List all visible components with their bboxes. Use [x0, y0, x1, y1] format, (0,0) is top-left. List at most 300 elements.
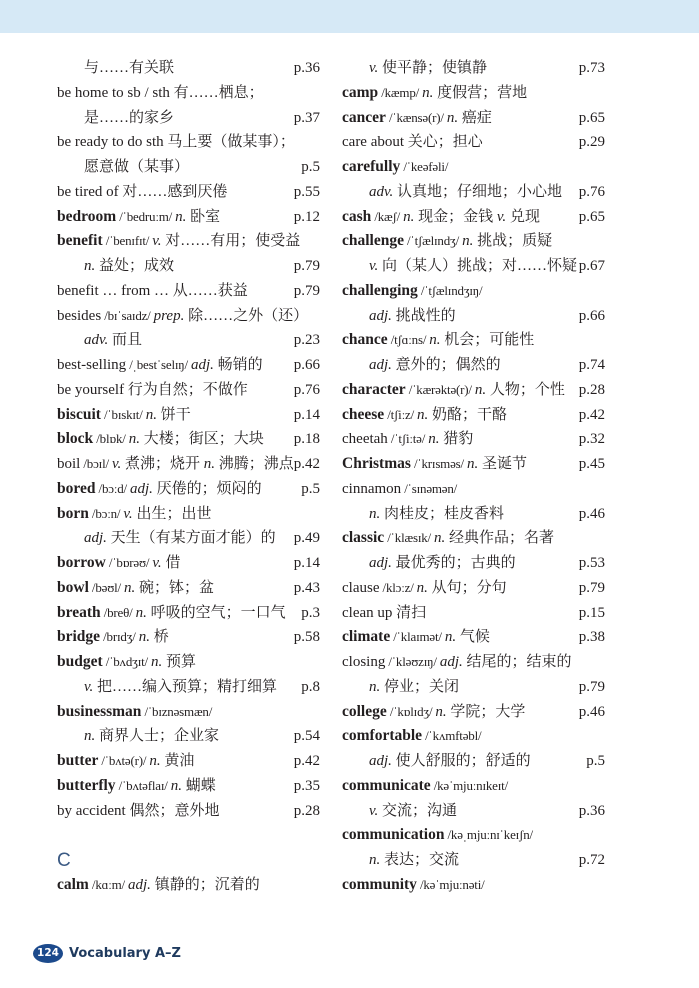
page-reference: p.5 — [586, 753, 605, 769]
vocab-entry-line — [342, 848, 605, 873]
part-of-speech: adj. — [369, 307, 392, 324]
part-of-speech: v. — [369, 60, 379, 76]
page-reference: p.67 — [578, 258, 605, 274]
definition-text: 停业；关闭 — [380, 678, 460, 695]
vocab-entry-line — [342, 180, 605, 205]
definition-text: 饼干 — [156, 406, 191, 423]
page-reference: p.42 — [578, 406, 605, 423]
page-reference: p.79 — [293, 258, 320, 274]
part-of-speech: n. — [416, 579, 428, 596]
pronunciation: /bɪˈsaɪdz/ — [101, 307, 154, 323]
definition-text: 预算 — [162, 654, 197, 670]
pronunciation: /ˈbenɪfɪt/ — [102, 233, 153, 249]
definition-text: 肉桂皮；桂皮香料 — [380, 505, 505, 522]
definition-text: 最优秀的；古典的 — [391, 555, 516, 571]
pronunciation: /bɔːn/ — [88, 505, 124, 521]
headword: Christmas — [342, 455, 411, 472]
definition-text: 挑战；质疑 — [473, 233, 553, 250]
definition-text: 厌倦的；烦闷的 — [152, 480, 262, 497]
definition-text: 认真地；仔细地；小心地 — [393, 183, 563, 200]
part-of-speech: n. — [462, 233, 474, 250]
pronunciation: /kæmp/ — [378, 84, 423, 100]
vocab-entry-line — [57, 304, 320, 329]
definition-text: 益处；成效 — [95, 258, 175, 274]
pronunciation: /ˈbʌtə(r)/ — [98, 753, 150, 768]
page-reference: p.14 — [293, 555, 320, 571]
page-reference: p.12 — [293, 208, 320, 225]
part-of-speech: adj. — [369, 357, 392, 373]
page-number-badge: 124 — [33, 944, 63, 963]
page-reference: p.73 — [578, 60, 605, 76]
pronunciation: /ˈkrɪsməs/ — [410, 456, 467, 471]
definition-text: 对……有用；使受益 — [161, 233, 301, 250]
part-of-speech: v. — [152, 233, 162, 250]
definition-text: 煮沸；烧开 — [121, 456, 204, 472]
pronunciation: /ˈkɒlɪdʒ/ — [386, 703, 436, 719]
vocab-entry-line — [342, 650, 605, 675]
page-reference: p.42 — [293, 456, 320, 472]
part-of-speech: n. — [369, 852, 381, 868]
part-of-speech: adj. — [439, 654, 463, 670]
part-of-speech: n. — [474, 381, 487, 398]
part-of-speech: v. — [496, 208, 507, 225]
headword: bowl — [57, 578, 89, 596]
definition-text: cheetah — [342, 431, 388, 448]
headword: budget — [57, 653, 103, 670]
definition-text: 卧室 — [186, 208, 221, 225]
definition-text: 猎豹 — [439, 431, 474, 448]
left-column — [57, 56, 320, 898]
pronunciation: /ˈkʌmftəbl/ — [422, 728, 482, 744]
part-of-speech: v. — [84, 678, 94, 695]
definition-text: 奶酪；干酪 — [428, 406, 508, 423]
vocab-entry-line — [57, 56, 320, 81]
headword: borrow — [57, 554, 106, 571]
pronunciation: /ˈbɒrəʊ/ — [105, 555, 153, 570]
vocab-entry-line — [342, 56, 605, 81]
right-column — [342, 56, 605, 898]
page-reference: p.14 — [293, 406, 320, 423]
vocab-entry-line — [342, 205, 605, 230]
vocab-entry-line — [342, 279, 605, 304]
part-of-speech: n. — [429, 332, 441, 349]
letter-heading: C — [57, 850, 71, 871]
vocab-entry-line — [342, 130, 605, 155]
definition-text: 黄油 — [160, 753, 195, 769]
page-reference: p.65 — [578, 208, 605, 225]
vocab-entry-line — [342, 724, 605, 749]
definition-text: 现金；金钱 — [414, 208, 497, 225]
vocab-entry-line — [342, 675, 605, 700]
definition-text: be tired of 对……感到厌倦 — [57, 183, 228, 200]
vocab-entry-line — [57, 279, 320, 304]
page-reference: p.66 — [293, 357, 320, 373]
pronunciation: /ˈtʃælɪndʒɪŋ/ — [417, 282, 483, 298]
page-reference: p.79 — [578, 678, 605, 695]
definition-text: 交流；沟通 — [378, 802, 458, 819]
pronunciation: /bɔɪl/ — [80, 456, 112, 471]
vocab-entry-line — [57, 724, 320, 749]
vocab-entry-line — [57, 452, 320, 477]
pronunciation: /ˈsɪnəmən/ — [401, 480, 458, 496]
page-reference: p.3 — [301, 604, 320, 621]
page-reference: p.46 — [578, 505, 605, 522]
headword: challenging — [342, 281, 418, 299]
definition-text: 借 — [161, 555, 181, 571]
definition-text: boil — [57, 456, 81, 472]
pronunciation: /kəˈmjuːnɪkeɪt/ — [430, 777, 508, 793]
page-reference: p.36 — [578, 802, 605, 819]
definition-text: 癌症 — [458, 109, 492, 126]
page-reference: p.65 — [578, 109, 605, 126]
part-of-speech: n. — [175, 208, 187, 225]
headword: cheese — [342, 405, 385, 423]
pronunciation: /ˈkænsə(r)/ — [385, 109, 447, 125]
vocab-entry-line — [57, 601, 320, 626]
part-of-speech: n. — [466, 456, 479, 472]
page-reference: p.15 — [578, 604, 605, 621]
part-of-speech: n. — [84, 728, 96, 745]
headword: breath — [57, 603, 101, 621]
vocab-entry-line — [57, 403, 320, 428]
definition-text: 而且 — [108, 332, 143, 349]
vocab-entry-line — [57, 427, 320, 452]
definition-text: 沸腾；沸点 — [215, 456, 294, 472]
pronunciation: /ˈbɪskɪt/ — [100, 406, 146, 422]
top-color-band — [0, 0, 699, 33]
pronunciation: /ˈbʌdʒɪt/ — [102, 654, 152, 669]
page-reference: p.32 — [578, 431, 605, 448]
definition-text: 碗；钵；盆 — [135, 579, 215, 596]
vocab-entry-line — [342, 81, 605, 106]
vocab-entry-line — [57, 254, 320, 279]
page-reference: p.36 — [293, 60, 320, 76]
vocab-entry-line — [57, 205, 320, 230]
vocab-entry-line — [342, 229, 605, 254]
headword: communicate — [342, 776, 431, 794]
headword: born — [57, 504, 89, 522]
headword: cancer — [342, 108, 386, 126]
headword: camp — [342, 83, 379, 101]
definition-text: 畅销的 — [213, 357, 263, 373]
definition-text: clause — [342, 579, 380, 596]
part-of-speech: adj. — [369, 555, 392, 571]
vocab-entry-line — [342, 155, 605, 180]
page-reference: p.79 — [578, 579, 605, 596]
definition-text: 出生；出世 — [132, 505, 212, 522]
headword: communication — [342, 826, 445, 844]
part-of-speech: n. — [84, 258, 96, 274]
vocab-entry-line — [342, 625, 605, 650]
definition-text: 除……之外（还） — [184, 307, 309, 324]
vocab-entry-line — [57, 650, 320, 675]
part-of-speech: n. — [135, 604, 147, 621]
page-reference: p.46 — [578, 703, 605, 720]
page-reference: p.66 — [578, 307, 605, 324]
part-of-speech: n. — [203, 456, 216, 472]
page-reference: p.28 — [578, 381, 605, 398]
part-of-speech: n. — [369, 505, 381, 522]
headword: cash — [342, 207, 372, 225]
page-reference: p.43 — [293, 579, 320, 596]
pronunciation: /blɒk/ — [93, 431, 129, 447]
part-of-speech: adv. — [84, 332, 109, 349]
page-reference: p.38 — [578, 629, 605, 646]
vocab-entry-line — [57, 81, 320, 106]
page-reference: p.5 — [301, 159, 320, 175]
headword: bored — [57, 479, 96, 497]
headword: chance — [342, 331, 388, 349]
part-of-speech: adj. — [190, 357, 214, 373]
definition-text: cinnamon — [342, 480, 402, 497]
vocab-entry-line — [57, 675, 320, 700]
definition-text: 从句；分句 — [427, 579, 507, 596]
page-reference: p.55 — [293, 183, 320, 200]
pronunciation: /ˈkeəfəli/ — [400, 159, 449, 174]
definition-text: 愿意做（某事） — [84, 159, 190, 175]
blank-line — [57, 823, 320, 848]
part-of-speech: adv. — [369, 183, 394, 200]
vocab-entry-line — [342, 378, 605, 403]
pronunciation: /bəʊl/ — [88, 579, 125, 595]
vocab-entry-line — [57, 477, 320, 502]
headword: calm — [57, 875, 89, 893]
definition-text: 呼吸的空气；一口气 — [146, 604, 286, 621]
definition-text: 商界人士；企业家 — [95, 728, 220, 745]
definition-text: 大楼；街区；大块 — [139, 431, 264, 448]
vocab-entry-line — [342, 526, 605, 551]
vocab-entry-line — [57, 774, 320, 799]
pronunciation: /ˈtʃiːtə/ — [387, 431, 429, 447]
page-reference: p.45 — [578, 456, 605, 472]
page-reference: p.74 — [578, 357, 605, 373]
definition-text: 蝴蝶 — [181, 777, 216, 794]
definition-text: be yourself 行为自然；不做作 — [57, 381, 248, 398]
part-of-speech: n. — [435, 703, 447, 720]
definition-text: 度假营；营地 — [433, 84, 528, 101]
vocab-entry-line — [57, 378, 320, 403]
vocab-entry-line — [57, 353, 320, 378]
page-reference: p.37 — [293, 109, 320, 126]
pronunciation: /tʃɑːns/ — [387, 332, 430, 348]
part-of-speech: n. — [444, 629, 457, 646]
headword: carefully — [342, 158, 401, 175]
headword: bedroom — [57, 207, 117, 225]
page-footer — [33, 943, 181, 963]
definition-text: 桥 — [149, 629, 169, 646]
vocab-entry-line — [342, 551, 605, 576]
definition-text: be ready to do sth 马上要（做某事）； — [57, 134, 295, 151]
pronunciation: /ˈtʃælɪndʒ/ — [404, 233, 463, 249]
headword: community — [342, 875, 417, 893]
part-of-speech: n. — [151, 654, 163, 670]
page-reference: p.53 — [578, 555, 605, 571]
vocab-entry-line — [342, 502, 605, 527]
definition-text: closing — [342, 654, 386, 670]
definition-text: 与……有关联 — [84, 60, 175, 76]
definition-text: 向（某人）挑战；对……怀疑 — [378, 258, 578, 274]
definition-text: 兑现 — [506, 208, 540, 225]
page-reference: p.23 — [293, 332, 320, 349]
page-reference: p.28 — [293, 802, 320, 819]
pronunciation: /ˈkləʊzɪŋ/ — [385, 654, 440, 669]
page-reference: p.8 — [301, 678, 320, 695]
part-of-speech: n. — [428, 431, 440, 448]
definition-text: clean up 清扫 — [342, 604, 427, 621]
part-of-speech: n. — [138, 629, 150, 646]
part-of-speech: v. — [369, 258, 379, 274]
vocab-entry-line — [57, 328, 320, 353]
vocab-entry-line — [342, 749, 605, 774]
part-of-speech: n. — [434, 530, 446, 547]
pronunciation: /ˌbestˈselɪŋ/ — [126, 357, 191, 372]
vocab-entry-line — [57, 625, 320, 650]
headword: benefit — [57, 232, 103, 250]
vocab-entry-line — [57, 576, 320, 601]
vocab-entry-line — [57, 799, 320, 824]
vocab-entry-line — [57, 155, 320, 180]
headword: classic — [342, 529, 385, 547]
definition-text: by accident 偶然；意外地 — [57, 802, 220, 819]
vocab-entry-line — [57, 106, 320, 131]
page-reference: p.5 — [301, 480, 320, 497]
headword: butter — [57, 752, 99, 769]
vocab-entry-line — [57, 180, 320, 205]
definition-text: be home to sb / sth 有……栖息； — [57, 84, 264, 101]
part-of-speech: adj. — [84, 530, 107, 547]
pronunciation: /bɔːd/ — [95, 480, 130, 496]
part-of-speech: n. — [369, 678, 381, 695]
vocab-entry-line — [342, 403, 605, 428]
part-of-speech: v. — [152, 555, 162, 571]
part-of-speech: n. — [149, 753, 161, 769]
part-of-speech: n. — [170, 777, 182, 794]
vocab-entry-line — [57, 700, 320, 725]
page-reference: p.35 — [293, 777, 320, 794]
definition-text: care about 关心；担心 — [342, 134, 483, 151]
vocab-entry-line — [342, 427, 605, 452]
headword: comfortable — [342, 727, 423, 745]
definition-text: 把……编入预算；精打细算 — [93, 678, 278, 695]
section-title: Vocabulary A–Z — [69, 945, 181, 961]
page-reference: p.18 — [293, 431, 320, 448]
part-of-speech: adj. — [369, 753, 392, 769]
vocab-entry-line — [342, 452, 605, 477]
headword: character — [342, 380, 406, 398]
vocab-entry-line — [342, 601, 605, 626]
vocab-entry-line — [342, 823, 605, 848]
vocab-entry-line — [342, 700, 605, 725]
vocab-entry-line — [342, 254, 605, 279]
part-of-speech: n. — [128, 431, 140, 448]
definition-text: 人物；个性 — [486, 381, 565, 398]
definition-text: 圣诞节 — [478, 456, 527, 472]
pronunciation: /tʃiːz/ — [384, 406, 418, 422]
part-of-speech: n. — [124, 579, 136, 596]
vocab-entry-line — [57, 502, 320, 527]
headword: butterfly — [57, 776, 116, 794]
part-of-speech: n. — [403, 208, 415, 225]
definition-text: 学院；大学 — [446, 703, 526, 720]
vocab-entry-line — [342, 774, 605, 799]
pronunciation: /kæʃ/ — [371, 208, 404, 224]
definition-text: 机会；可能性 — [440, 332, 535, 349]
headword: biscuit — [57, 405, 101, 423]
definition-text: 使平静；使镇静 — [378, 60, 488, 76]
page-reference: p.72 — [578, 852, 605, 868]
vocab-entry-line — [342, 328, 605, 353]
headword: businessman — [57, 702, 142, 720]
vocab-entry-line — [342, 106, 605, 131]
page-reference: p.79 — [293, 282, 320, 299]
page-reference: p.29 — [578, 134, 605, 151]
headword: climate — [342, 628, 391, 646]
definition-text: 经典作品；名著 — [445, 530, 555, 547]
definition-text: 气候 — [456, 629, 490, 646]
part-of-speech: prep. — [153, 307, 185, 324]
vocab-entry-line — [342, 576, 605, 601]
pronunciation: /ˈbedruːm/ — [116, 208, 176, 224]
vocab-entry-line — [342, 304, 605, 329]
definition-text: best-selling — [57, 357, 127, 373]
definition-text: 意外的；偶然的 — [391, 357, 501, 373]
page-reference: p.49 — [293, 530, 320, 547]
part-of-speech: n. — [145, 406, 157, 423]
headword: college — [342, 702, 387, 720]
definition-text: 结尾的；结束的 — [462, 654, 572, 670]
part-of-speech: adj. — [130, 480, 153, 497]
definition-text: benefit … from … 从……获益 — [57, 282, 248, 299]
pronunciation: /ˈklæsɪk/ — [384, 530, 434, 546]
definition-text: 挑战性的 — [391, 307, 456, 324]
headword: challenge — [342, 232, 404, 250]
page-reference: p.54 — [293, 728, 320, 745]
vocab-entry-line — [57, 130, 320, 155]
vocab-entry-line — [57, 873, 320, 898]
vocab-entry-line — [342, 353, 605, 378]
page-reference: p.76 — [578, 183, 605, 200]
pronunciation: /klɔːz/ — [379, 579, 417, 595]
pronunciation: /kəˈmjuːnəti/ — [416, 876, 485, 892]
vocab-entry-line — [57, 526, 320, 551]
part-of-speech: n. — [417, 406, 429, 423]
headword: bridge — [57, 628, 101, 646]
pronunciation: /ˈkærəktə(r)/ — [405, 381, 475, 397]
vocab-entry-line — [57, 749, 320, 774]
page-reference: p.76 — [293, 381, 320, 398]
part-of-speech: v. — [111, 456, 122, 472]
definition-text: besides — [57, 307, 102, 324]
vocab-entry-line — [342, 873, 605, 898]
page-reference: p.42 — [293, 753, 320, 769]
pronunciation: /brɪdʒ/ — [100, 629, 139, 645]
vocab-entry-line — [342, 477, 605, 502]
part-of-speech: n. — [446, 109, 459, 126]
vocab-entry-line — [57, 229, 320, 254]
pronunciation: /ˈbʌtəflaɪ/ — [115, 777, 171, 793]
definition-text: 天生（有某方面才能）的 — [106, 530, 276, 547]
headword: block — [57, 430, 94, 448]
vocab-entry-line — [342, 799, 605, 824]
definition-text: 使人舒服的；舒适的 — [391, 753, 531, 769]
part-of-speech: v. — [123, 505, 133, 522]
part-of-speech: v. — [369, 802, 379, 819]
pronunciation: /ˈbɪznəsmæn/ — [141, 703, 213, 719]
definition-text: 表达；交流 — [380, 852, 460, 868]
pronunciation: /ˈklaɪmət/ — [390, 629, 445, 645]
part-of-speech: adj. — [128, 876, 151, 893]
definition-text: 是……的家乡 — [84, 109, 175, 126]
